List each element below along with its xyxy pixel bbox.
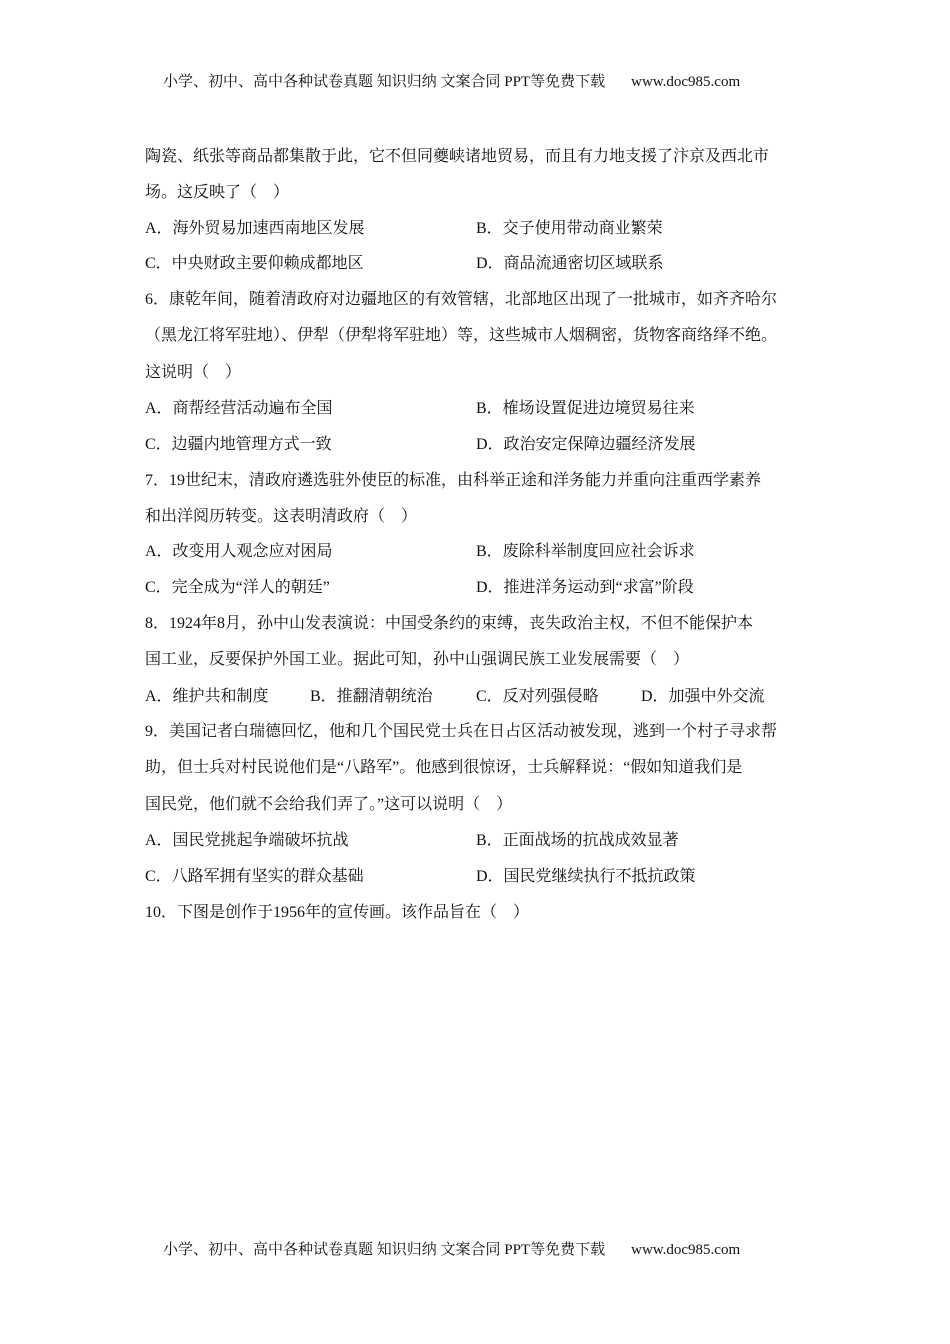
option-b: B．废除科举制度回应社会诉求 [476,543,695,560]
option-c: C．反对列强侵略 [476,688,599,705]
footer-url: www.doc985.com [631,1242,741,1258]
question-text: 6．康乾年间，随着清政府对边疆地区的有效管辖，北部地区出现了一批城市，如齐齐哈尔 [145,291,778,308]
question-text: 10．下图是创作于1956年的宣传画。该作品旨在（ ） [145,904,530,921]
option-d: D．商品流通密切区域联系 [476,255,664,272]
option-a: A．改变用人观念应对困局 [145,543,333,560]
option-a: A．国民党挑起争端破坏抗战 [145,832,349,849]
question-text: 场。这反映了（ ） [145,184,290,201]
option-d: D．推进洋务运动到“求富”阶段 [476,579,694,596]
question-text: 9．美国记者白瑞德回忆，他和几个国民党士兵在日占区活动被发现，逃到一个村子寻求帮 [145,723,778,740]
question-text: 和出洋阅历转变。这表明清政府（ ） [145,508,418,525]
option-a: A．维护共和制度 [145,688,269,705]
question-text: 国民党，他们就不会给我们弄了。”这可以说明（ ） [145,796,513,813]
header-text: 小学、初中、高中各种试卷真题 知识归纳 文案合同 PPT等免费下载 [163,74,606,90]
option-b: B．推翻清朝统治 [310,688,433,705]
option-b: B．正面战场的抗战成效显著 [476,832,679,849]
option-c: C．完全成为“洋人的朝廷” [145,579,330,596]
option-d: D．政治安定保障边疆经济发展 [476,436,696,453]
page-footer [163,1238,740,1259]
option-c: C．边疆内地管理方式一致 [145,436,332,453]
question-text: 这说明（ ） [145,364,242,381]
page-header [163,70,740,91]
question-text: 7．19世纪末，清政府遴选驻外使臣的标准，由科举正途和洋务能力并重向注重西学素养 [145,472,762,489]
option-c: C．八路军拥有坚实的群众基础 [145,868,364,885]
option-c: C．中央财政主要仰赖成都地区 [145,255,364,272]
option-b: B．交子使用带动商业繁荣 [476,220,663,237]
option-d: D．国民党继续执行不抵抗政策 [476,868,696,885]
question-text: 陶瓷、纸张等商品都集散于此，它不但同夔峡诸地贸易，而且有力地支援了汴京及西北市 [145,148,770,165]
option-b: B．榷场设置促进边境贸易往来 [476,400,695,417]
header-url: www.doc985.com [631,74,741,90]
question-text: 助，但士兵对村民说他们是“八路军”。他感到很惊讶，士兵解释说：“假如知道我们是 [145,759,743,776]
question-text: 国工业，反要保护外国工业。据此可知，孙中山强调民族工业发展需要（ ） [145,651,690,668]
option-a: A．海外贸易加速西南地区发展 [145,220,365,237]
question-text: （黑龙江将军驻地）、伊犁（伊犁将军驻地）等，这些城市人烟稠密，货物客商络绎不绝。 [145,327,778,344]
footer-text: 小学、初中、高中各种试卷真题 知识归纳 文案合同 PPT等免费下载 [163,1242,606,1258]
question-text: 8．1924年8月，孙中山发表演说：中国受条约的束缚，丧失政治主权，不但不能保护本 [145,615,754,632]
option-a: A．商帮经营活动遍布全国 [145,400,333,417]
option-d: D．加强中外交流 [641,688,765,705]
